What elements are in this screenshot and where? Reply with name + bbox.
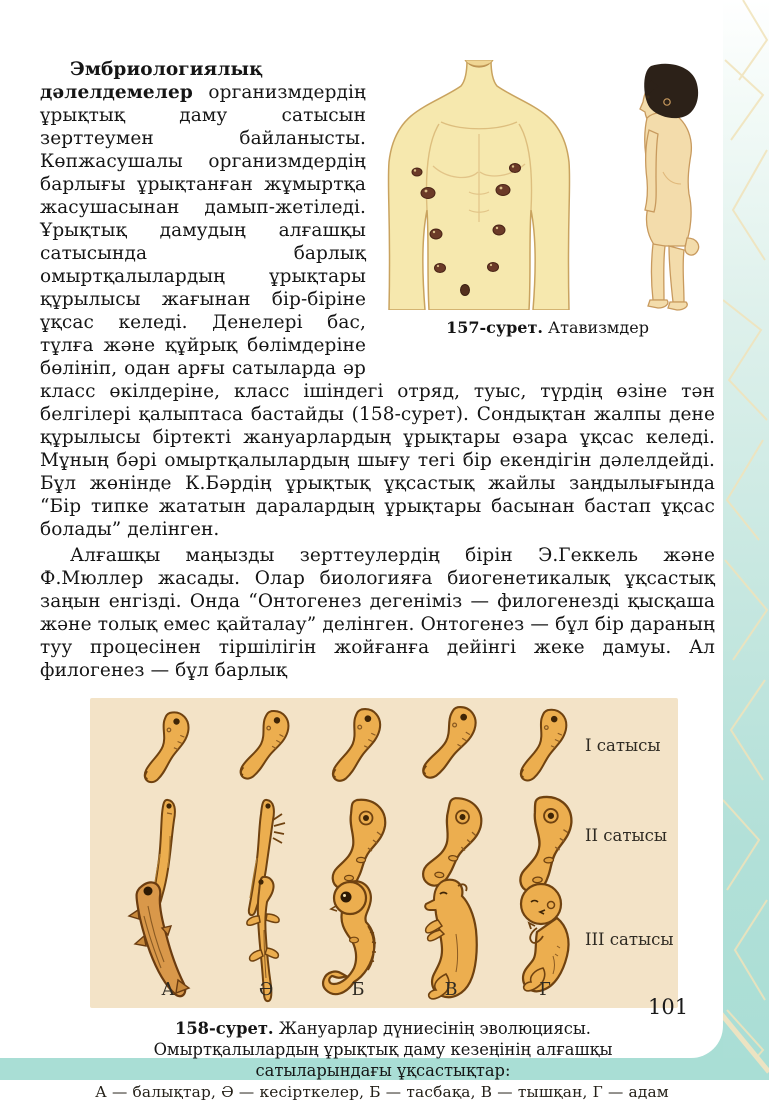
figure-157-number: 157-сурет. [446, 318, 543, 337]
column-letter-a: А [161, 980, 175, 1000]
figure-157-caption [446, 318, 649, 337]
embryo-icon-stage1-fish [134, 706, 202, 793]
figure-158-legend: А — балықтар, Ә — кесірткелер, Б — тасбақа, В — тышқан, Г — адам [95, 1083, 669, 1101]
child-tail-illustration [603, 60, 715, 312]
column-letter-g: Г [539, 980, 551, 1000]
figure-157-title: Атавизмдер [542, 318, 649, 337]
stage-label-3: III сатысы [585, 930, 674, 949]
figure-158-caption-text: Жануарлар дүниесінің эволюциясы. Омыртқалылардың ұрықтық даму кезеңінің алғашқы сатыларындағы ұқсастықтар: [153, 1019, 613, 1080]
right-border-strip [723, 0, 769, 1080]
figure-157-images [381, 60, 715, 312]
embryo-icon-stage1-mouse [414, 699, 488, 793]
embryo-icon-stage1-lizard [233, 705, 300, 791]
torso-polythelia-illustration [381, 60, 577, 310]
column-letter-v: В [444, 980, 458, 1000]
stage-label-1: I сатысы [585, 736, 661, 755]
paragraph-lead: Эмбриологиялық дәлелдемелер [40, 59, 263, 103]
stage-label-2: II сатысы [585, 826, 667, 845]
figure-157 [380, 60, 715, 353]
embryo-icon-stage1-turtle [324, 704, 392, 793]
figure-158-caption [98, 1018, 668, 1081]
column-letter-b: Б [351, 980, 365, 1000]
figure-158-number: 158-сурет. [175, 1019, 274, 1038]
geometric-line-pattern [723, 0, 769, 1080]
paragraph-biogenetic-law: Алғашқы маңызды зерттеулердің бірін Э.Геккель және Ф.Мюллер жасады. Олар биологияға биогенетикалық ұқсастық заңын енгізді. Онда “Онтогенез дегеніміз — филогенезді қысқаша және толық емес қайталау” делінген. Онтогенез — бұл бір дараның туу процесінен тіршілігін жойғанға дейінгі жеке дамуы. Ал филогенез — бұл барлық [40, 545, 715, 681]
figure-158-embryo-panel [90, 698, 678, 1008]
embryo-icon-stage1-human [511, 704, 579, 792]
column-letter-ae: Ә [258, 980, 274, 1000]
paragraph-1-text: организмдердің ұрықтық даму сатысын зерттеумен байланысты. Көпжасушалы организмдердің барлығы ұрықтанған жұмыртқа жасушасынан дамып-жетіледі. Ұрықтық дамудың алғашқы сатысында барлық омыртқалылардың ұрықтары құрылысы жағынан бір-біріне ұқсас келеді. Денелері бас, тұлға және құйрық бөлімдеріне бөлініп, одан арғы сатыларда әр класс өкілдеріне, класс ішіндегі отряд, туыс, түрдің өзіне тән белгілері қалыптаса бастайды (158-сурет). Сондықтан жалпы дене құрылысы біртекті жануарлардың ұрықтары өзара ұқсас келеді. Мұның бәрі омыртқалылардың шығу тегі бір екендігін дәлелдейді. Бұл жөнінде К.Бәрдің ұрықтық ұқсастық жайлы заңдылығында “Бір типке жататын даралардың ұрықтары басынан бастап ұқсас болады” делінген. [40, 82, 715, 540]
page-number: 101 [648, 995, 689, 1019]
